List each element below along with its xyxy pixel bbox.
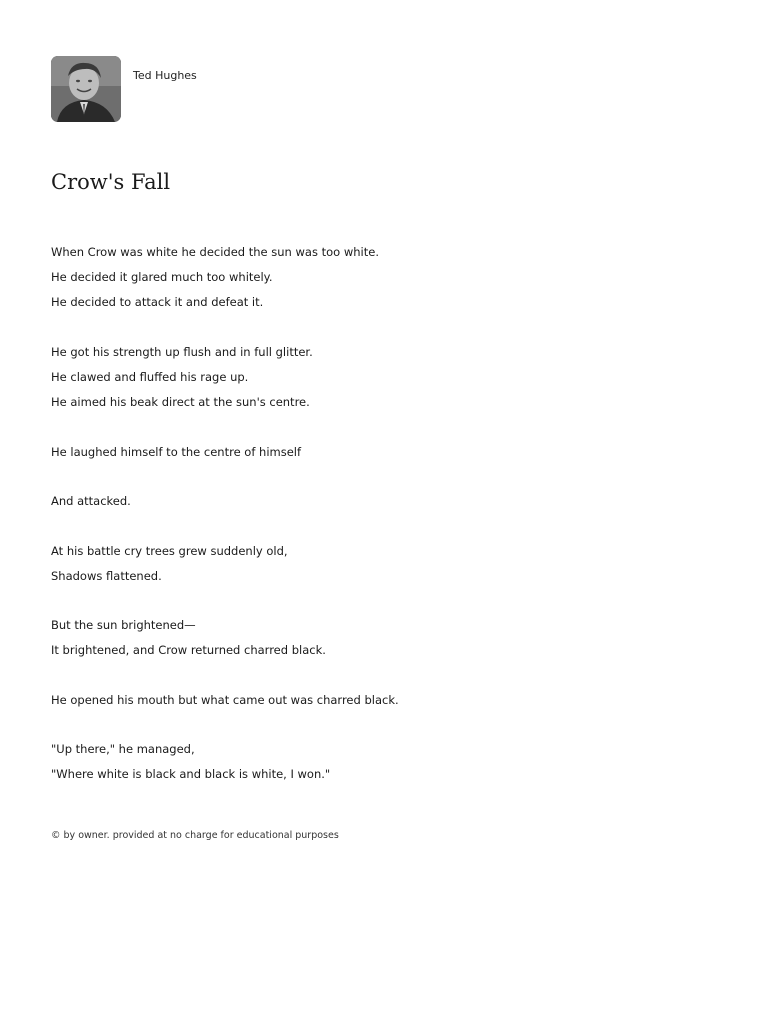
- poem-line: But the sun brightened—: [51, 618, 196, 632]
- author-photo-icon: [51, 56, 121, 122]
- copyright-notice: © by owner. provided at no charge for educational purposes: [51, 830, 339, 841]
- poem-line: He aimed his beak direct at the sun's centre.: [51, 395, 310, 409]
- poem-line: He decided to attack it and defeat it.: [51, 295, 264, 309]
- poem-line: "Up there," he managed,: [51, 742, 195, 756]
- poem-line: Shadows flattened.: [51, 569, 162, 583]
- poem-line: He clawed and fluffed his rage up.: [51, 370, 249, 384]
- poem-line: And attacked.: [51, 494, 131, 508]
- poem-line: At his battle cry trees grew suddenly old,: [51, 544, 288, 558]
- poem-line: He laughed himself to the centre of himself: [51, 445, 302, 459]
- poem-title: Crow's Fall: [51, 170, 171, 194]
- author-name[interactable]: Ted Hughes: [133, 69, 197, 82]
- author-avatar[interactable]: [51, 56, 121, 122]
- poem-line: It brightened, and Crow returned charred black.: [51, 643, 326, 657]
- author-header: [51, 56, 197, 122]
- poem-line: He got his strength up flush and in full glitter.: [51, 345, 313, 359]
- poem-line: He decided it glared much too whitely.: [51, 270, 273, 284]
- poem-line: He opened his mouth but what came out was charred black.: [51, 693, 399, 707]
- poem-line: When Crow was white he decided the sun was too white.: [51, 245, 379, 259]
- poem-line: "Where white is black and black is white, I won.": [51, 767, 331, 781]
